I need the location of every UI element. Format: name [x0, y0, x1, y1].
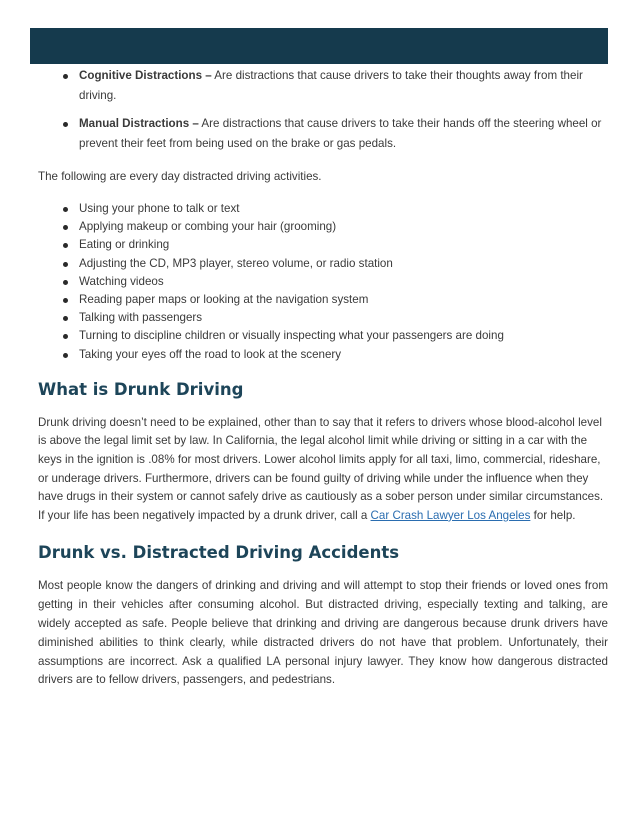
definition-term: Cognitive Distractions –: [79, 69, 212, 82]
drunk-driving-body: Drunk driving doesn’t need to be explained, other than to say that it refers to drivers whose blood-alcohol level is above the legal limit set by law. In California, the legal alcohol limit while driving or sitting in a car with the keys in the ignition is .08% for most drivers. Lower alcohol limits apply for all taxi, limo, commercial, rideshare, or underage drivers. Furthermore, drivers can be found guilty of driving while under the influence when they have drugs in their system or cannot safely drive as cautiously as a sober person under similar circumstances. If your life has been negatively impacted by a drunk driver, call a: [38, 415, 604, 522]
drunk-driving-heading: What is Drunk Driving: [38, 379, 244, 399]
list-item: Adjusting the CD, MP3 player, stereo volume, or radio station: [38, 255, 608, 273]
list-item: [38, 114, 608, 154]
list-item: [38, 66, 608, 106]
drunk-vs-distracted-heading: Drunk vs. Distracted Driving Accidents: [38, 543, 400, 563]
list-item: Talking with passengers: [38, 309, 608, 327]
activities-intro: The following are every day distracted driving activities.: [38, 170, 322, 183]
list-item: Using your phone to talk or text: [38, 200, 608, 218]
list-item: Taking your eyes off the road to look at the scenery: [38, 346, 608, 364]
drunk-driving-paragraph: [38, 414, 608, 526]
definition-text: Are distractions that cause drivers to take their hands off the steering wheel or prevent their feet from being used on the brake or gas pedals.: [79, 117, 602, 150]
definition-text: Are distractions that cause drivers to take their thoughts away from their driving.: [79, 69, 583, 102]
list-item: Applying makeup or combing your hair (grooming): [38, 218, 608, 236]
car-crash-lawyer-link[interactable]: Car Crash Lawyer Los Angeles: [370, 508, 531, 522]
drunk-driving-body-end: for help.: [530, 508, 576, 522]
header-bar: [30, 28, 608, 64]
distraction-definitions-list: [38, 66, 608, 154]
drunk-vs-distracted-paragraph: Most people know the dangers of drinking and driving and will attempt to stop their friends or loved ones from getting in their vehicles after consuming alcohol. But distracted driving, especially texting and talking, are widely accepted as safe. People believe that drinking and driving are dangerous because drunk drivers have diminished abilities to think clearly, while distracted drivers do not have that problem. Unfortunately, their assumptions are incorrect. Ask a qualified LA personal injury lawyer. They know how dangerous distracted drivers are to fellow drivers, passengers, and pedestrians.: [38, 579, 608, 687]
list-item: Turning to discipline children or visually inspecting what your passengers are doing: [38, 327, 608, 345]
definition-term: Manual Distractions –: [79, 117, 199, 130]
list-item: Eating or drinking: [38, 236, 608, 254]
activities-list: [38, 200, 608, 364]
list-item: Watching videos: [38, 273, 608, 291]
list-item: Reading paper maps or looking at the navigation system: [38, 291, 608, 309]
document-content: [38, 66, 608, 690]
